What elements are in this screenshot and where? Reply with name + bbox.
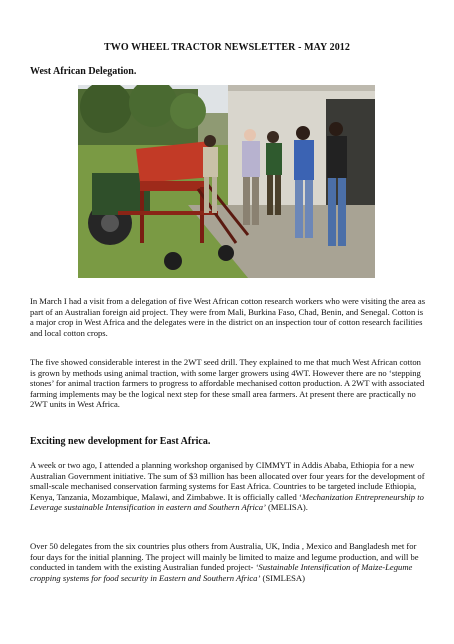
paragraph-planning-workshop-text: A week or two ago, I attended a planning workshop organised by CIMMYT in Addis Ababa, Ethiopia for a new Australian Government initiative. The sum of $3 million has been allocated over four years for the development of small-scale mechanised conservation farming systems for East Africa. Countries to be targeted include Ethiopia, Kenya, Tanzania, Mozambique, Malawi, and Zimbabwe. It is officially called ‘ [30,460,425,502]
paragraph-seed-drill-interest: The five showed considerable interest in the 2WT seed drill. They explained to me that much West African cotton is grown by methods using animal traction, with some larger growers using 4WT. However there are no ‘stepping stones’ for animal traction farmers to progress to affordable mechanised cotton production. A 2WT with associated farming implements may be the logical next step for these small area farmers. At present there are practically no 2WT units in West Africa. [30,357,425,410]
melisa-project-title: Mechanization Entrepreneurship to Leverage sustainable Intensification in eastern and Southern Africa’ [30,491,424,513]
simlesa-project-title: ‘Sustainable Intensification of Maize-Legume cropping systems for food security in Eastern and Southern Africa’ [30,562,413,583]
section-heading-west-african-delegation: West African Delegation. [30,66,137,77]
newsletter-title: TWO WHEEL TRACTOR NEWSLETTER - MAY 2012 [104,42,350,53]
delegation-photo [78,85,375,278]
paragraph-planning-workshop [30,460,428,513]
paragraph-delegates-meeting [30,541,428,583]
section-heading-east-africa: Exciting new development for East Africa. [30,436,211,447]
paragraph-delegation-visit: In March I had a visit from a delegation of five West African cotton research workers who were visiting the area as part of an Australian foreign aid project. They were from Mali, Burkina Faso, Chad, Benin, and Senegal. Cotton is a major crop in West Africa and the delegates were in the district on an inspection tour of cotton research facilities and local cotton crops. [30,296,426,338]
paragraph-planning-workshop-tail: (MELISA). [265,502,308,513]
paragraph-delegates-meeting-text: Over 50 delegates from the six countries plus others from Australia, UK, India , Mexico and Bangladesh met for four days for the initial planning. The project will mainly be limited to maize and legume production, and will be conducted in tandem with the existing Australian funded project- [30,541,419,573]
paragraph-delegates-meeting-tail: (SIMLESA) [260,572,305,583]
